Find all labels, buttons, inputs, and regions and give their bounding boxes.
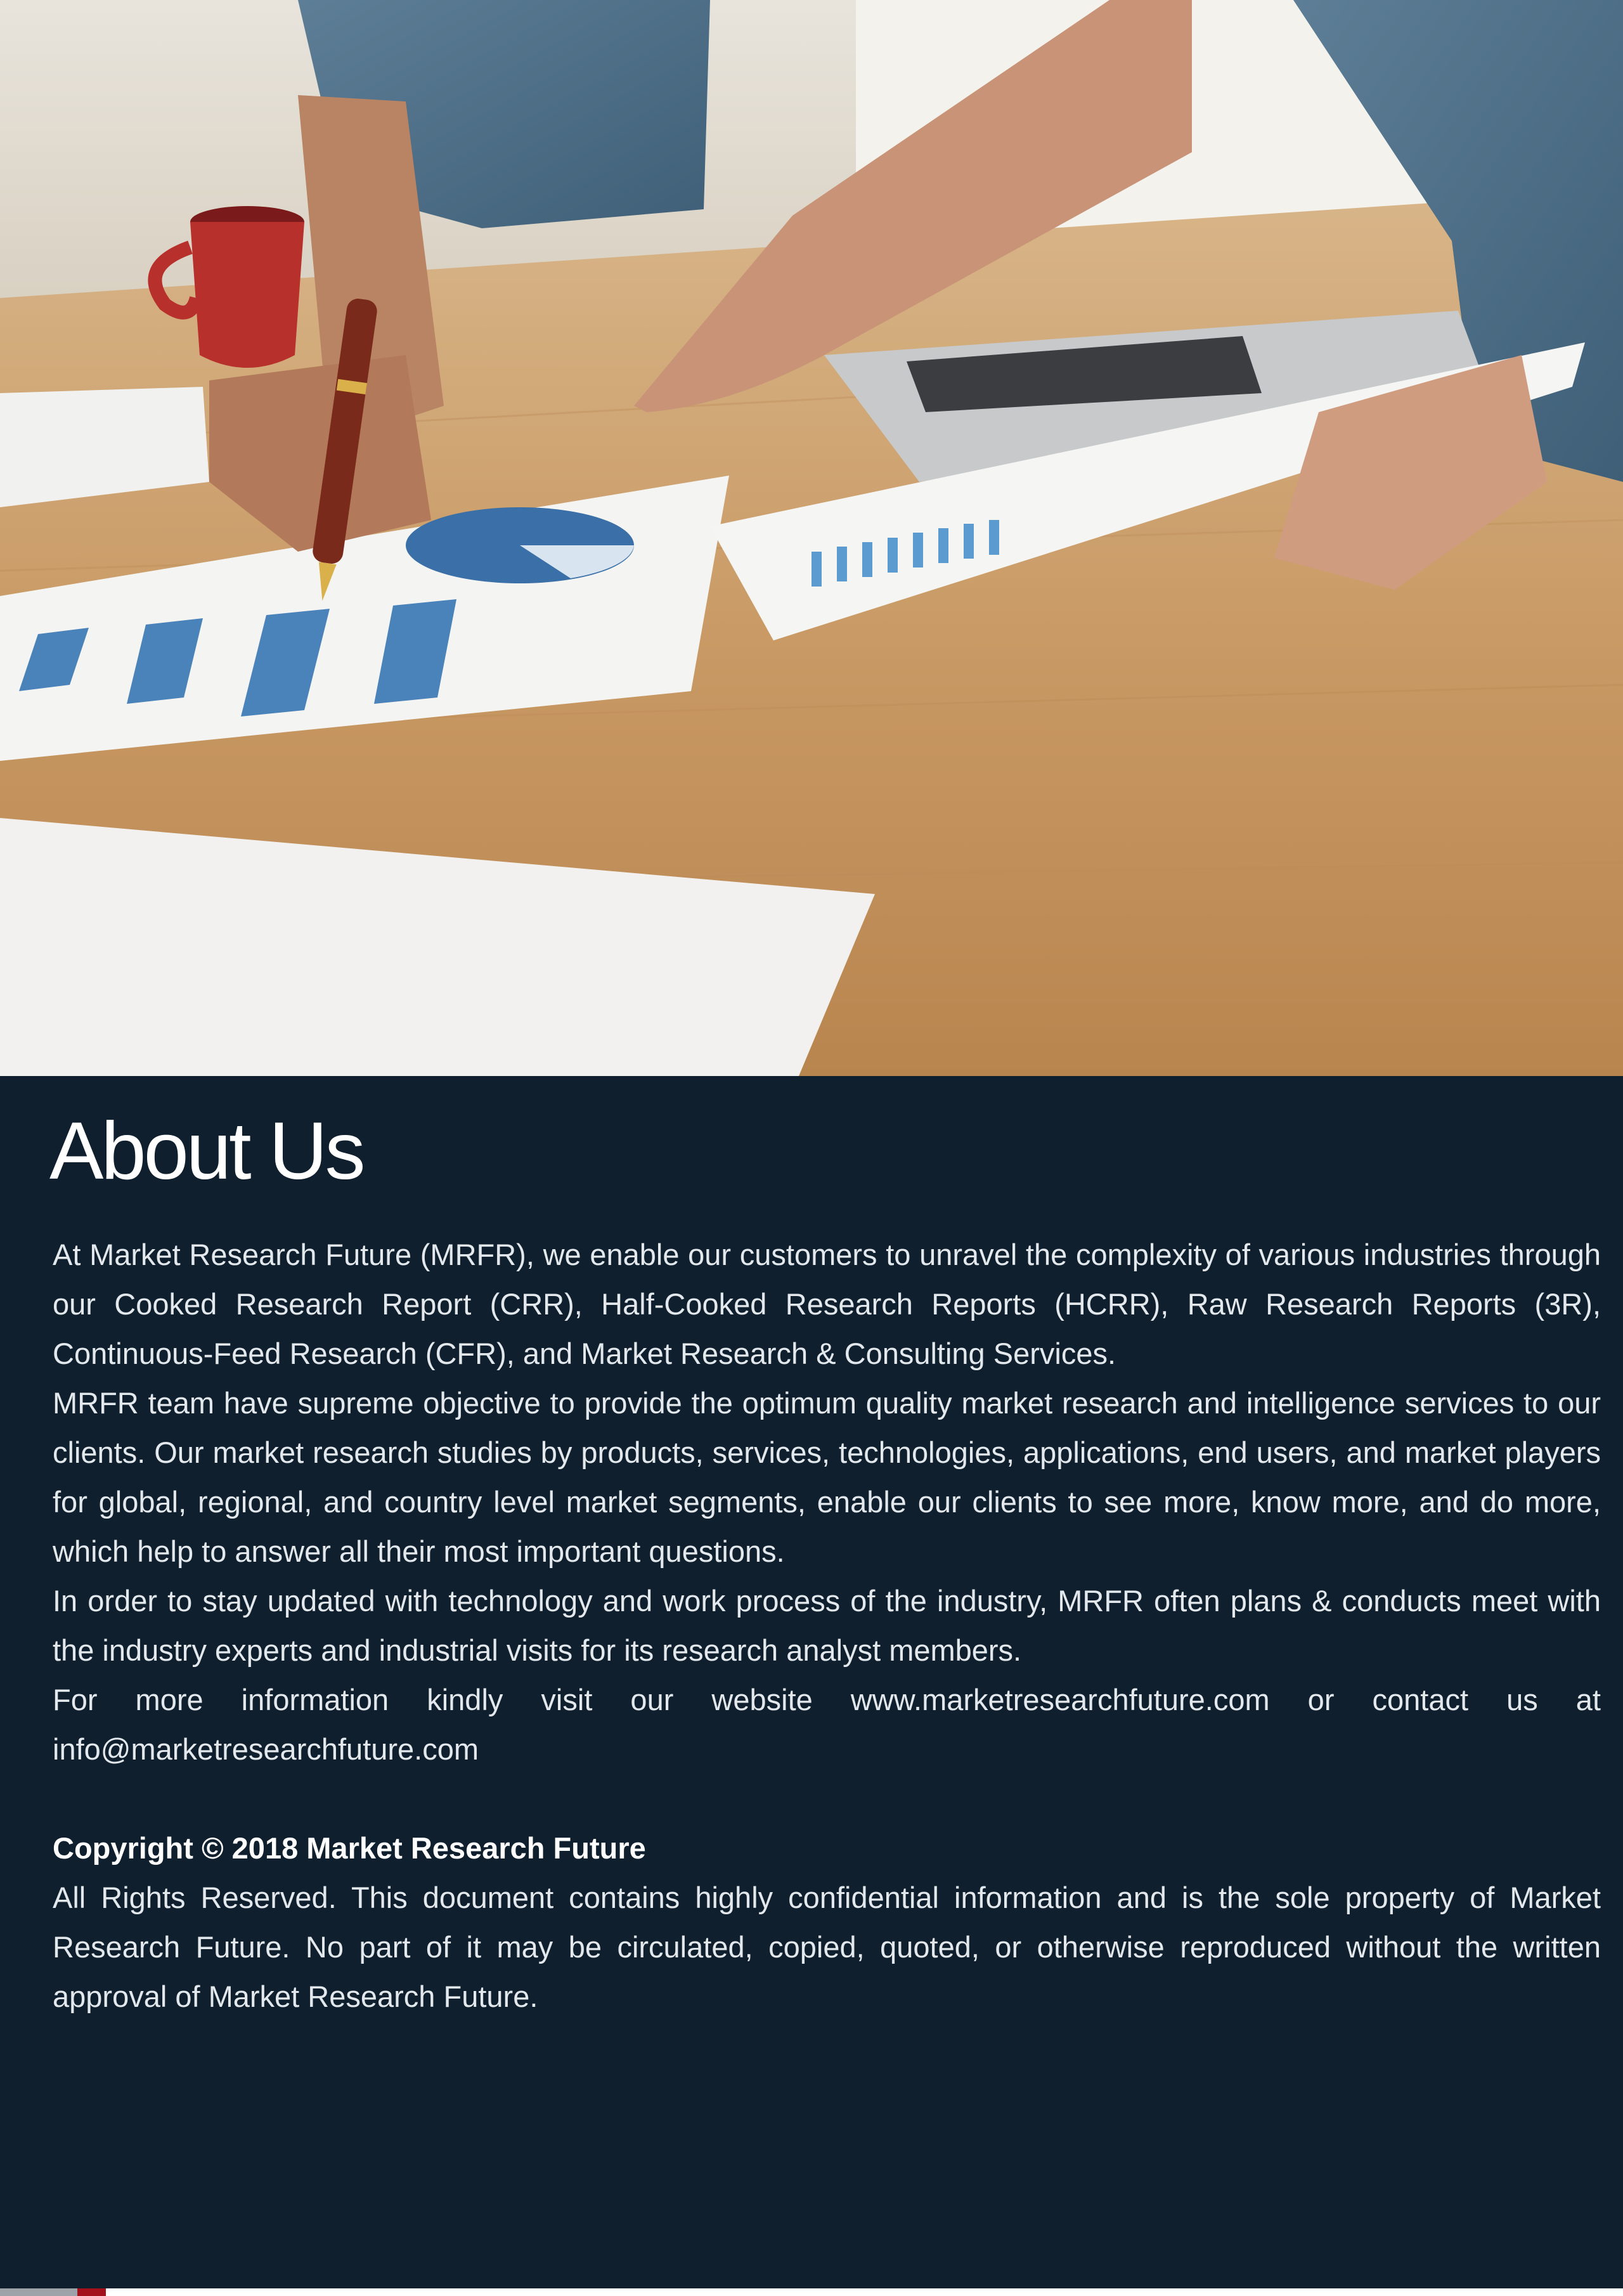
footer-bar-red-segment (77, 2288, 106, 2296)
hero-photo-illustration (0, 0, 1623, 1076)
copyright-text: All Rights Reserved. This document contains highly confidential information and is the sole property of Market Research Future. No part of it may be circulated, copied, quoted, or otherwise reproduced without the written approval of Market Research Future. (53, 1881, 1601, 2013)
about-title: About Us (49, 1106, 363, 1197)
footer-bar (0, 2288, 1623, 2296)
about-content (53, 1230, 1601, 2021)
spacer (53, 1774, 1601, 1824)
about-section (0, 1076, 1623, 2296)
copyright-heading: Copyright © 2018 Market Research Future (53, 1831, 646, 1865)
about-paragraph-4: For more information kindly visit our website www.marketresearchfuture.com or contact us at info@marketresearchfuture.com (53, 1683, 1601, 1766)
about-paragraph-2: MRFR team have supreme objective to provide the optimum quality market research and intelligence services to our clients. Our market research studies by products, services, technologies, applications, end users, and market players for global, regional, and country level market segments, enable our clients to see more, know more, and do more, which help to answer all their most important questions. (53, 1386, 1601, 1568)
about-paragraph-3: In order to stay updated with technology and work process of the industry, MRFR often plans & conducts meet with the industry experts and industrial visits for its research analyst members. (53, 1584, 1601, 1667)
about-paragraph-1: At Market Research Future (MRFR), we enable our customers to unravel the complexity of various industries through our Cooked Research Report (CRR), Half-Cooked Research Reports (HCRR), Raw Research Reports (3R), Continuous-Feed Research (CFR), and Market Research & Consulting Services. (53, 1238, 1601, 1370)
footer-bar-grey-segment (0, 2288, 77, 2296)
hero-photo (0, 0, 1623, 1076)
